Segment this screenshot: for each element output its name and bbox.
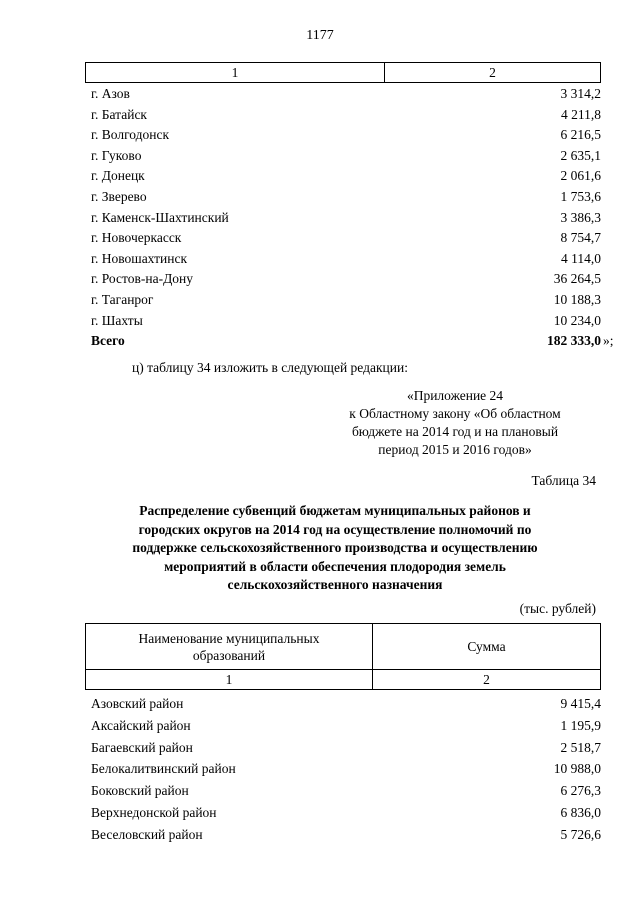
- column-number-2: 2: [483, 671, 490, 687]
- table-row: [91, 802, 601, 824]
- table-row: [91, 84, 601, 105]
- row-name: г. Каменск-Шахтинский: [91, 209, 229, 225]
- row-name: г. Новошахтинск: [91, 250, 187, 266]
- row-name: Азовский район: [91, 696, 184, 711]
- total-value: 182 333,0: [547, 333, 601, 349]
- row-value: 5 726,6: [560, 826, 601, 842]
- row-value: 10 988,0: [553, 761, 601, 777]
- table-header: [85, 623, 601, 690]
- total-label: Всего: [91, 333, 125, 349]
- header-name-line: Наименование муниципальных: [138, 630, 320, 646]
- row-name: г. Азов: [91, 86, 130, 101]
- amendment-instruction: ц) таблицу 34 изложить в следующей редакции:: [132, 360, 408, 375]
- row-name: Белокалитвинский район: [91, 761, 236, 777]
- table-row: [91, 208, 601, 229]
- row-name: г. Ростов-на-Дону: [91, 271, 194, 287]
- row-value: 2 061,6: [560, 168, 601, 184]
- districts-table: [85, 623, 601, 846]
- row-value: 9 415,4: [560, 696, 601, 711]
- table-row: [91, 758, 601, 780]
- table-row: [91, 166, 601, 187]
- title-line: мероприятий в области обеспечения плодородия земель: [164, 558, 506, 574]
- row-name: г. Волгодонск: [91, 127, 170, 143]
- row-name: г. Гуково: [91, 147, 142, 163]
- appendix-line: «Приложение 24: [406, 388, 504, 403]
- row-value: 2 635,1: [560, 147, 601, 163]
- table-row: [91, 824, 601, 846]
- header-name-cell: [86, 624, 373, 669]
- row-name: г. Зверево: [91, 188, 147, 204]
- appendix-reference: [330, 387, 580, 459]
- column-number-1: 1: [86, 63, 385, 82]
- table-row: [91, 737, 601, 759]
- page-number: 1177: [306, 28, 334, 43]
- row-name: Аксайский район: [91, 717, 191, 733]
- row-value: 3 314,2: [560, 86, 601, 101]
- table-row: [91, 311, 601, 332]
- table-header: [85, 62, 601, 83]
- table-row: [91, 187, 601, 208]
- appendix-line: период 2015 и 2016 годов»: [378, 442, 532, 457]
- row-name: Веселовский район: [91, 826, 203, 842]
- row-value: 8 754,7: [560, 230, 601, 246]
- units-label: (тыс. рублей): [519, 601, 596, 616]
- table-row: [91, 228, 601, 249]
- title-line: Распределение субвенций бюджетам муниципальных районов и: [139, 503, 531, 518]
- title-line: поддержке сельскохозяйственного производства и осуществлению: [132, 540, 538, 555]
- row-value: 6 276,3: [560, 783, 601, 799]
- row-name: Багаевский район: [91, 739, 193, 755]
- title-line: городских округов на 2014 год на осуществление полномочий по: [138, 521, 532, 537]
- table-row: [91, 780, 601, 802]
- row-value: 2 518,7: [560, 739, 601, 755]
- row-value: 6 216,5: [560, 127, 601, 143]
- row-name: г. Таганрог: [91, 291, 154, 307]
- table-row: [91, 269, 601, 290]
- table-title: [100, 502, 570, 595]
- table-row: [91, 249, 601, 270]
- table-number: Таблица 34: [531, 473, 596, 488]
- table-row: [91, 125, 601, 146]
- appendix-line: к Областному закону «Об областном: [349, 406, 561, 421]
- table-row: [91, 290, 601, 311]
- column-number-2: 2: [489, 65, 496, 80]
- row-value: 10 234,0: [553, 312, 601, 328]
- row-name: г. Донецк: [91, 168, 145, 184]
- row-name: г. Батайск: [91, 106, 147, 122]
- row-value: 4 211,8: [561, 106, 601, 122]
- appendix-line: бюджете на 2014 год и на плановый: [351, 424, 559, 439]
- column-number-1: 1: [86, 670, 373, 689]
- total-row: [91, 331, 614, 352]
- row-value: 36 264,5: [553, 271, 601, 287]
- header-name-line: образований: [192, 647, 266, 663]
- row-value: 3 386,3: [560, 209, 601, 225]
- row-name: г. Шахты: [91, 312, 143, 328]
- row-name: Боковский район: [91, 783, 189, 799]
- header-sum-cell: Сумма: [467, 638, 506, 654]
- total-tail: »;: [603, 333, 614, 349]
- table-row: [91, 715, 601, 737]
- row-name: г. Новочеркасск: [91, 230, 182, 246]
- row-value: 10 188,3: [553, 291, 601, 307]
- row-value: 1 195,9: [560, 717, 601, 733]
- table-row: [91, 105, 601, 126]
- row-name: Верхнедонской район: [91, 804, 217, 820]
- title-line: сельскохозяйственного назначения: [227, 577, 443, 592]
- table-row: [91, 693, 601, 715]
- row-value: 4 114,0: [561, 250, 601, 266]
- row-value: 6 836,0: [560, 804, 601, 820]
- table-row: [91, 146, 601, 167]
- row-value: 1 753,6: [560, 188, 601, 204]
